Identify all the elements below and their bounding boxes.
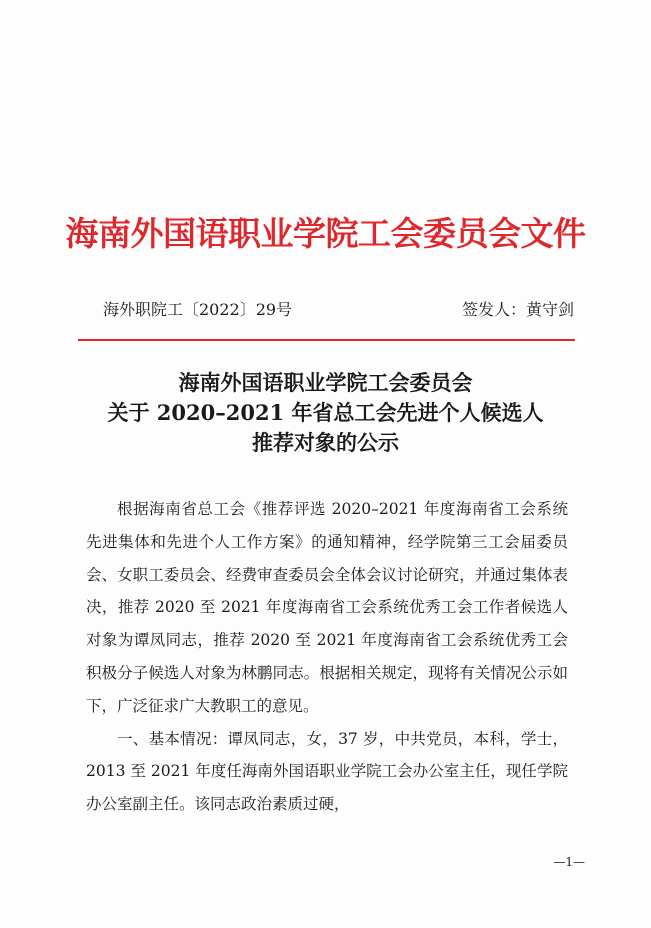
notice-body [86,493,568,821]
masthead-title: 海南外国语职业学院工会委员会文件 [65,214,586,253]
notice-title-line-2: 关于 2020–2021 年省总工会先进个人候选人 [107,400,544,425]
issuer-label: 签发人：黄守剑 [461,300,574,319]
notice-title-line-3: 推荐对象的公示 [252,430,399,455]
red-divider-line [78,339,575,341]
notice-title [60,368,591,458]
body-paragraph-basic-info: 一、基本情况：谭凤同志，女，37 岁，中共党员，本科，学士，2013 至 2021 年度任海南外国语职业学院工会办公室主任，现任学院办公室副主任。该同志政治素质过硬， [86,729,568,814]
body-paragraph-intro: 根据海南省总工会《推荐评选 2020–2021 年度海南省工会系统先进集体和先进个人工作方案》的通知精神，经学院第三工会届委员会、女职工委员会、经费审查委员会全体会议讨论研究，并通过集体表决，推荐 2020 至 2021 年度海南省工会系统优秀工会工作者候选人对象为谭凤同志，推荐 2020 至 2021 年度海南省工会系统优秀工会积极分子候选人对象为林鹏同志。根据相关规定，现将有关情况公示如下，广泛征求广大教职工的意见。 [86,500,568,715]
page-number: —1— [553,855,585,869]
notice-title-line-1: 海南外国语职业学院工会委员会 [178,370,473,395]
document-number: 海外职院工〔2022〕29号 [103,300,293,319]
